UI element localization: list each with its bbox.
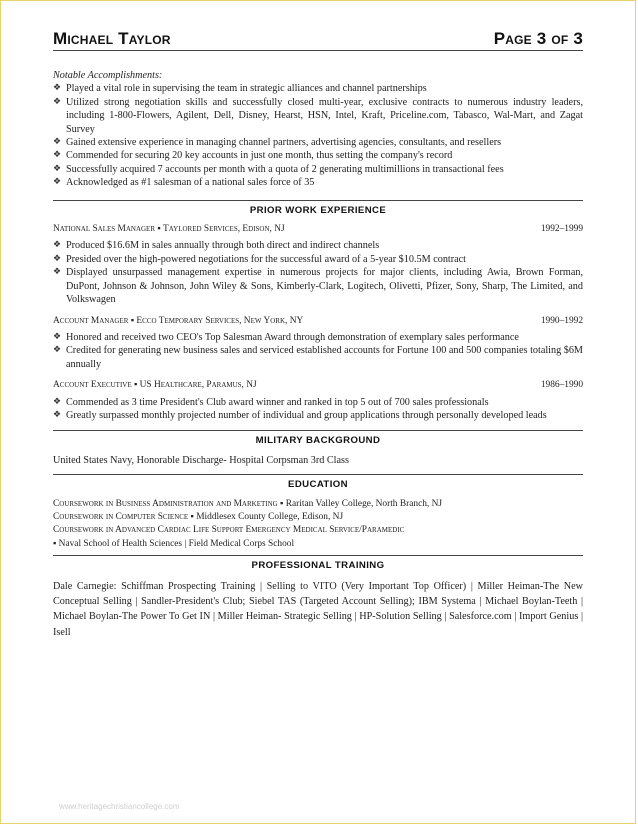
job-bullets: [53, 331, 583, 371]
job-header: [53, 315, 583, 328]
bullet-text: Honored and received two CEO's Top Salesman Award through demonstration of exemplary sales performance: [66, 331, 519, 343]
education-list: [53, 498, 583, 552]
diamond-bullet-icon: ❖: [53, 163, 62, 174]
job-years: 1990–1992: [540, 315, 583, 326]
accomplishment-item: [53, 82, 583, 95]
job-role: Account Executive: [53, 380, 132, 391]
diamond-bullet-icon: ❖: [53, 96, 62, 107]
diamond-bullet-icon: ❖: [53, 253, 62, 264]
job-years: 1992–1999: [540, 224, 583, 235]
military-text: United States Navy, Honorable Discharge- Hospital Corpsman 3rd Class: [53, 454, 349, 466]
job-company: US Healthcare, Paramus, NJ: [139, 380, 257, 391]
bullet-text: Acknowledged as #1 salesman of a national sales force of 35: [66, 177, 315, 189]
education-school: Naval School of Health Sciences | Field Medical Corps School: [58, 538, 295, 549]
diamond-bullet-icon: ❖: [53, 396, 62, 407]
job-role: Account Manager: [53, 315, 129, 326]
education-line: [53, 538, 583, 551]
job-title-company: [53, 315, 303, 328]
bullet-text: Presided over the high-powered negotiations for the successful award of a 5-year $10.5M contract: [66, 253, 467, 265]
watermark: www.heritagechristiancollege.com: [59, 802, 180, 811]
bullet-text: Commended as 3 time President's Club award winner and ranked in top 5 out of 700 sales professionals: [66, 396, 489, 408]
accomplishments-label: Notable Accomplishments:: [53, 70, 163, 81]
bullet-text: Commended for securing 20 key accounts in just one month, thus setting the company's record: [66, 150, 453, 162]
education-course: Coursework in Advanced Cardiac Life Support Emergency Medical Service/Paramedic: [53, 525, 405, 536]
job-title-company: [53, 223, 285, 236]
resume-content: [53, 69, 583, 640]
diamond-bullet-icon: ❖: [53, 177, 62, 188]
military-title: MILITARY BACKGROUND: [53, 430, 583, 447]
job-bullet: [53, 266, 583, 306]
job-bullet: [53, 344, 583, 371]
accomplishment-item: [53, 96, 583, 136]
diamond-bullet-icon: ❖: [53, 331, 62, 342]
job-company: Taylored Services, Edison, NJ: [163, 224, 285, 235]
bullet-text: Gained extensive experience in managing channel partners, advertising agencies, consultants, and resellers: [66, 137, 502, 149]
job-bullet: [53, 396, 583, 409]
training-title: PROFESSIONAL TRAINING: [53, 555, 583, 572]
diamond-bullet-icon: ❖: [53, 409, 62, 420]
accomplishment-item: [53, 176, 583, 189]
job-bullet: [53, 409, 583, 422]
education-school: Middlesex County College, Edison, NJ: [196, 511, 344, 522]
jobs-container: [53, 223, 583, 422]
education-course: Coursework in Business Administration and Marketing: [53, 498, 278, 509]
page-header: [53, 23, 583, 51]
job-bullet: [53, 253, 583, 266]
diamond-bullet-icon: ❖: [53, 345, 62, 356]
education-line: [53, 498, 583, 511]
education-school: Raritan Valley College, North Branch, NJ: [285, 498, 443, 509]
accomplishment-item: [53, 149, 583, 162]
square-separator-icon: ▪: [155, 224, 164, 235]
job-header: [53, 223, 583, 236]
job-company: Ecco Temporary Services, New York, NY: [136, 315, 304, 326]
job-bullets: [53, 396, 583, 423]
training-text: Dale Carnegie: Schiffman Prospecting Training | Selling to VITO (Very Important Top Officer) | Miller Heiman-The New Conceptual Selling | Sandler-President's Club; Siebel TAS (Targeted Account Selling); IBM Systema | Michael Boylan-Teeth | Michael Boylan-The Power To Get IN | Miller Heiman- Strategic Selling | HP-Solution Selling | Salesforce.com | Import Genius | Isell: [53, 580, 583, 638]
job-bullets: [53, 239, 583, 306]
prior-work-title: PRIOR WORK EXPERIENCE: [53, 200, 583, 217]
job-title-company: [53, 379, 257, 392]
diamond-bullet-icon: ❖: [53, 137, 62, 148]
bullet-text: Credited for generating new business sales and serviced established accounts for Fortune 100 and 500 companies totaling $6M annually: [66, 345, 583, 370]
page-number: Page 3 of 3: [493, 29, 583, 48]
square-separator-icon: ▪: [277, 498, 286, 509]
square-separator-icon: ▪: [188, 511, 197, 522]
accomplishment-item: [53, 163, 583, 176]
job-bullet: [53, 331, 583, 344]
diamond-bullet-icon: ❖: [53, 267, 62, 278]
square-separator-icon: ▪: [128, 315, 137, 326]
bullet-text: Produced $16.6M in sales annually through both direct and indirect channels: [66, 240, 380, 252]
bullet-text: Greatly surpassed monthly projected number of individual and group applications through personally developed leads: [66, 409, 547, 421]
education-line: [53, 511, 583, 524]
job-bullet: [53, 239, 583, 252]
diamond-bullet-icon: ❖: [53, 240, 62, 251]
square-separator-icon: ▪: [131, 380, 140, 391]
bullet-text: Displayed unsurpassed management expertise in numerous projects for major clients, including Awia, Brown Forman, DuPont, Johnson & Johnson, John Wiley & Sons, Kimberly-Clark, Logitech, Olivetti, Pfizer, Sony, Sharp, The Limited, and Volkswagen: [66, 267, 583, 306]
bullet-text: Utilized strong negotiation skills and successfully closed multi-year, exclusive contracts to numerous industry leaders, including 1-800-Flowers, Agilent, Dell, Disney, Hearst, HSN, Intel, Kraft, Priceline.com, Tabasco, Wal-Mart, and Zagat Survey: [66, 96, 583, 135]
job-years: 1986–1990: [540, 380, 583, 391]
education-title: EDUCATION: [53, 474, 583, 491]
education-line: [53, 524, 583, 537]
candidate-name: Michael Taylor: [53, 29, 171, 48]
accomplishment-item: [53, 136, 583, 149]
job-role: National Sales Manager: [53, 224, 156, 235]
bullet-text: Played a vital role in supervising the team in strategic alliances and channel partnerships: [66, 83, 427, 95]
accomplishments-list: [53, 82, 583, 189]
diamond-bullet-icon: ❖: [53, 83, 62, 94]
diamond-bullet-icon: ❖: [53, 150, 62, 161]
bullet-text: Successfully acquired 7 accounts per month with a quota of 2 generating multimillions in transactional fees: [66, 163, 504, 175]
square-separator-icon: ▪: [53, 538, 59, 549]
job-header: [53, 379, 583, 392]
education-course: Coursework in Computer Science: [53, 511, 189, 522]
